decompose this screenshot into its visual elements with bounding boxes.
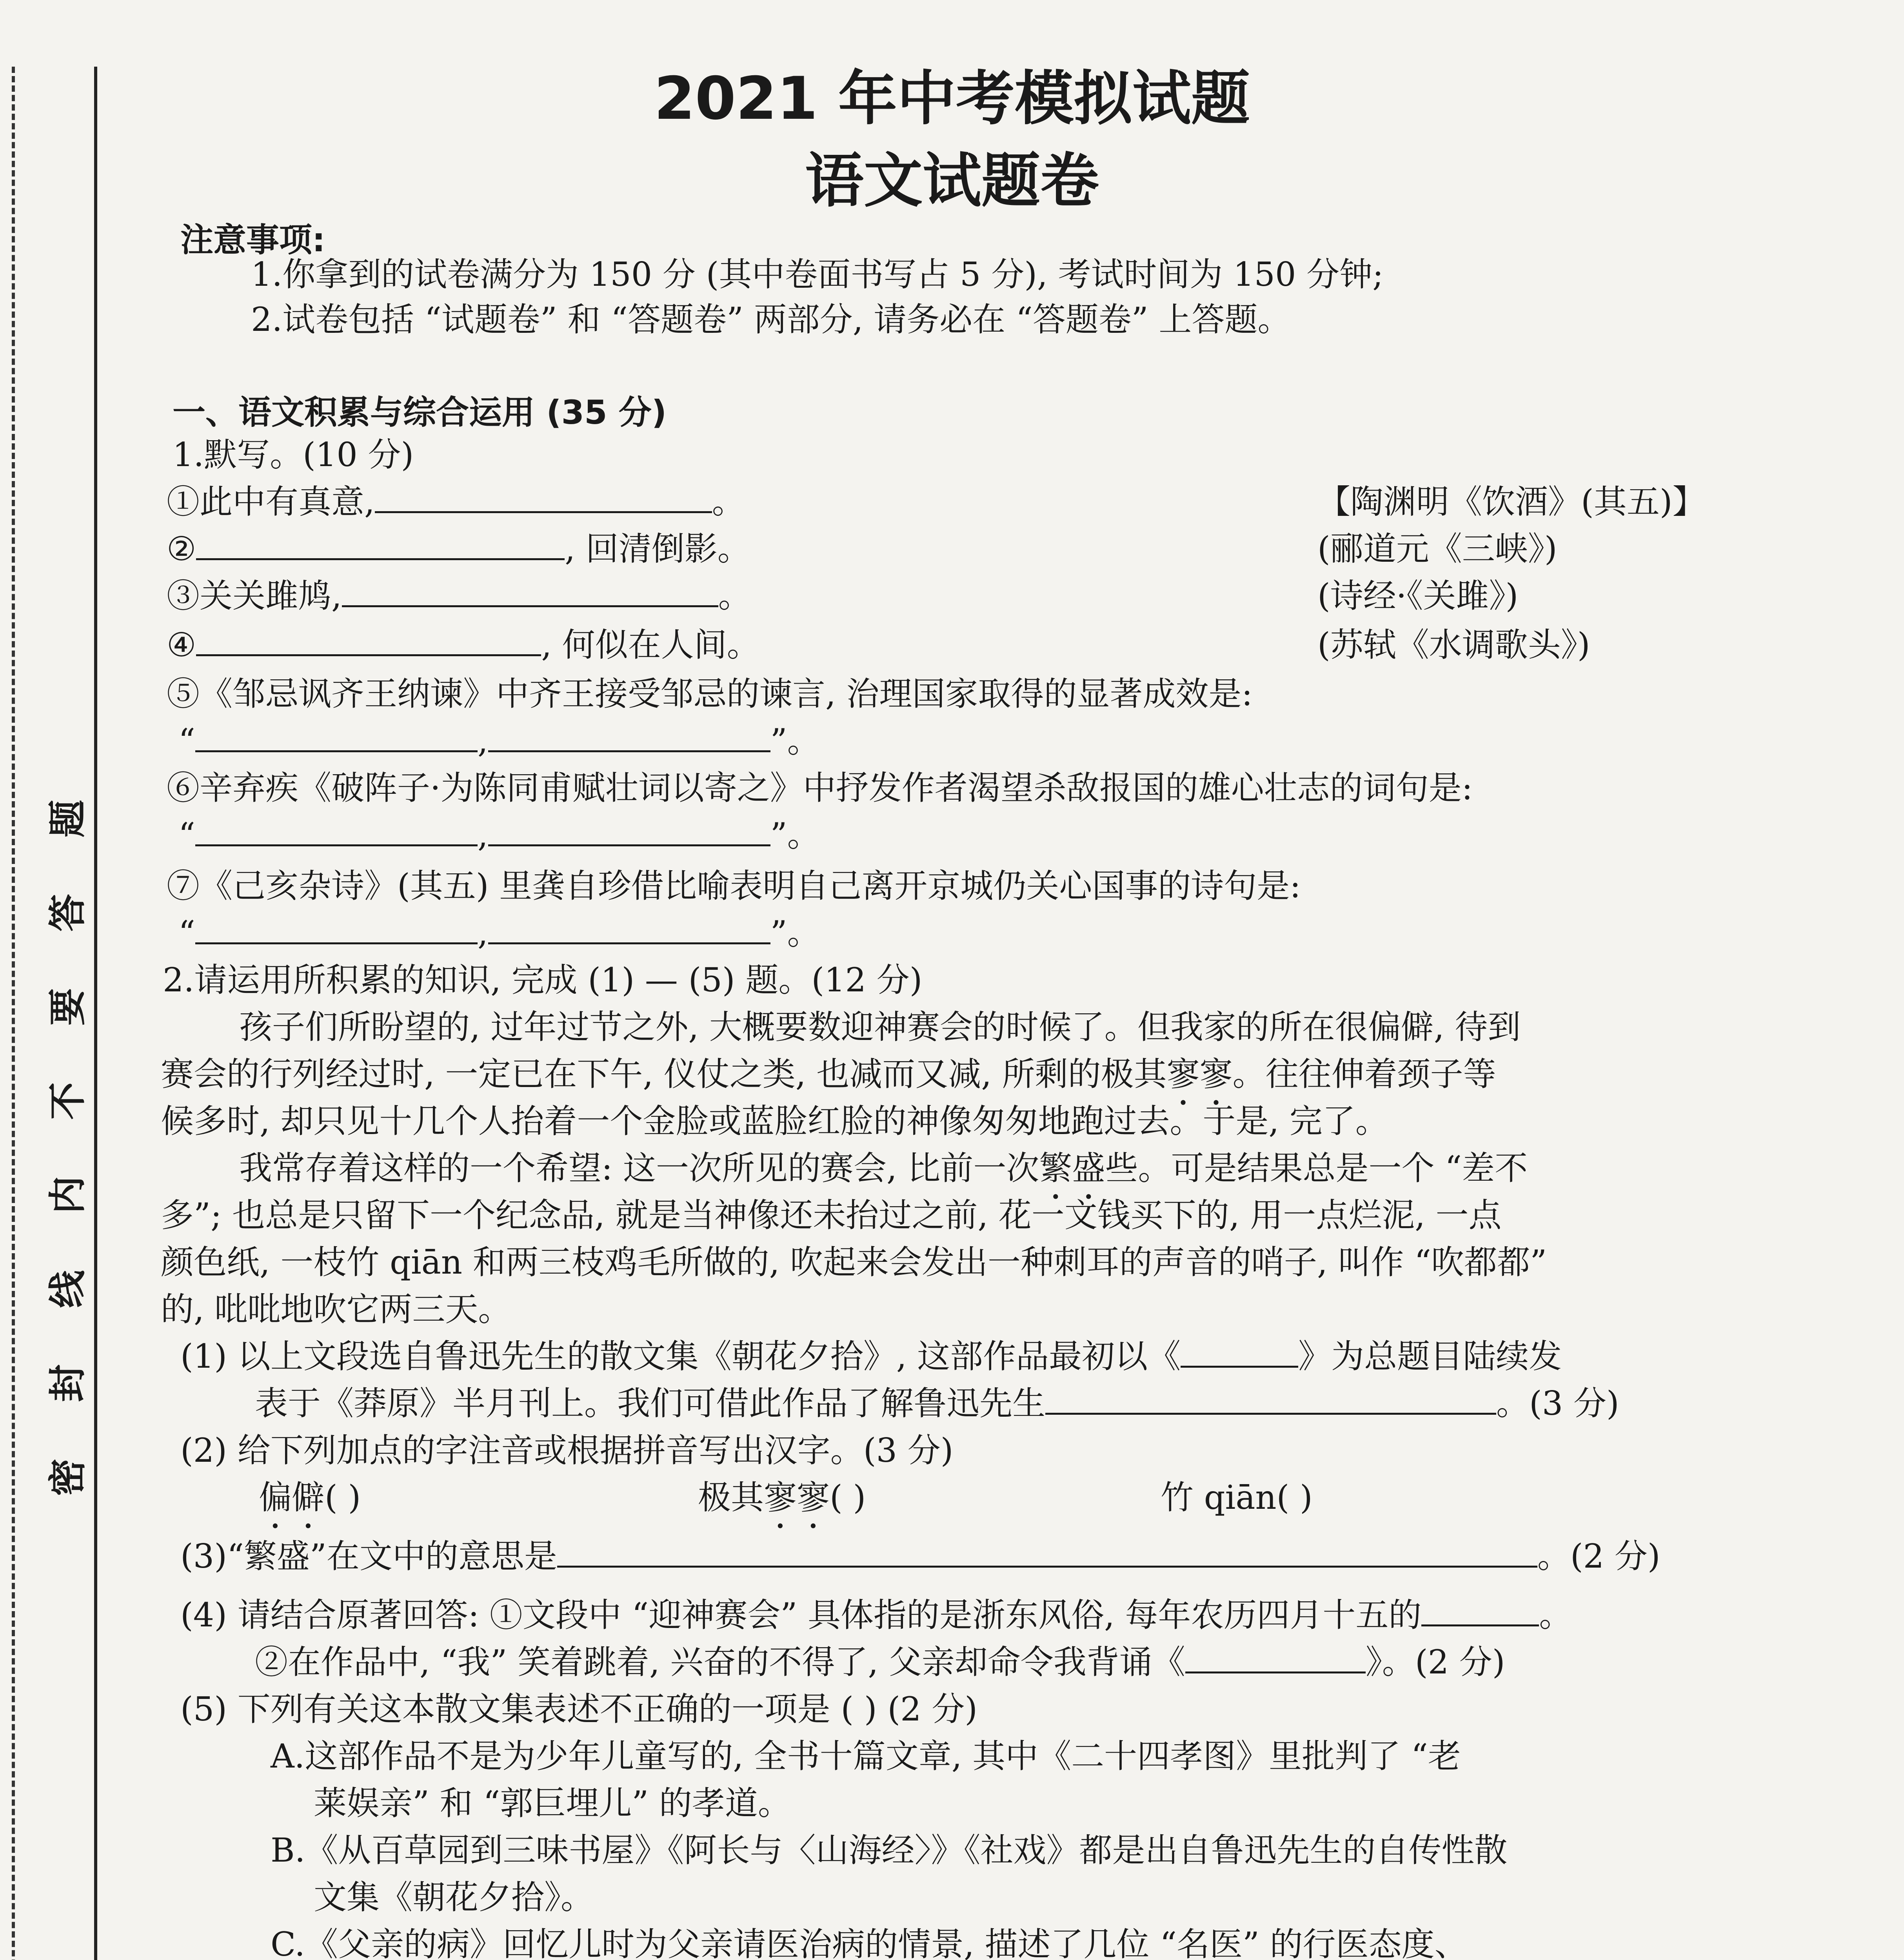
dictation-answer-line: “ , ”。: [178, 816, 820, 854]
seal-char: 封: [45, 1364, 90, 1402]
pinyin-item: 竹 qiān( ): [1161, 1478, 1313, 1517]
seal-char: 内: [45, 1176, 90, 1214]
source-citation: (郦道元《三峡》): [1317, 530, 1557, 568]
passage-line: 多”; 也总是只留下一个纪念品, 就是当神像还未抬过之前, 花一文钱买下的, 用一点烂泥, 一点: [161, 1196, 1502, 1234]
option-line: B.《从百草园到三味书屋》《阿长与〈山海经〉》《社戏》都是出自鲁迅先生的自传性散: [271, 1831, 1508, 1869]
notice-heading: 注意事项:: [180, 221, 325, 259]
answer-blank[interactable]: [1181, 1338, 1298, 1368]
passage-line: 我常存着这样的一个希望: 这一次所见的赛会, 比前一次繁盛些。可是结果总是一个 “差不: [239, 1149, 1528, 1187]
dictation-line: ③关关雎鸠, 。: [167, 577, 751, 615]
source-citation: 【陶渊明《饮酒》(其五)】: [1317, 483, 1706, 521]
pinyin-item: 偏僻( ): [259, 1478, 361, 1517]
seal-char: 答: [45, 894, 90, 932]
section-heading: 一、语文积累与综合运用 (35 分): [173, 393, 667, 432]
sub-question: (4) 请结合原著回答: ①文段中 “迎神赛会” 具体指的是浙东风俗, 每年农历四月十五的 。: [180, 1596, 1572, 1634]
notice-item: 1.你拿到的试卷满分为 150 分 (其中卷面书写占 5 分), 考试时间为 150 分钟;: [251, 255, 1384, 294]
sub-question: (2) 给下列加点的字注音或根据拼音写出汉字。(3 分): [180, 1431, 954, 1470]
sub-question: 表于《莽原》半月刊上。我们可借此作品了解鲁迅先生 。(3 分): [255, 1384, 1619, 1423]
option-line: 莱娱亲” 和 “郭巨埋儿” 的孝道。: [314, 1784, 791, 1822]
answer-blank[interactable]: [195, 723, 478, 752]
option-line: A.这部作品不是为少年儿童写的, 全书十篇文章, 其中《二十四孝图》里批判了 “老: [271, 1737, 1461, 1775]
answer-blank[interactable]: [1421, 1597, 1539, 1626]
answer-blank[interactable]: [342, 578, 718, 607]
passage-line: 候多时, 却只见十几个人抬着一个金脸或蓝脸红脸的神像匆匆地跑过去。于是, 完了。: [161, 1102, 1388, 1140]
answer-blank[interactable]: [196, 531, 565, 560]
dictation-line: ④ , 何似在人间。: [167, 626, 760, 664]
dictation-line: ①此中有真意, 。: [167, 483, 745, 521]
source-citation: (苏轼《水调歌头》): [1317, 626, 1590, 664]
question-title: 1.默写。(10 分): [173, 436, 414, 474]
emphasized-word: 寥寥: [1166, 1055, 1233, 1093]
passage-line: 颜色纸, 一枝竹 qiān 和两三枝鸡毛所做的, 吹起来会发出一种刺耳的声音的哨子, 叫作 “吹都都”: [161, 1243, 1547, 1281]
cut-dashed-line: [12, 67, 15, 1960]
pinyin-item: 极其寥寥( ): [698, 1478, 866, 1517]
dictation-prompt: ⑦《己亥杂诗》(其五) 里龚自珍借比喻表明自己离开京城仍关心国事的诗句是:: [167, 867, 1301, 905]
answer-blank[interactable]: [375, 484, 712, 513]
page-subtitle: 语文试题卷: [805, 147, 1099, 215]
dictation-prompt: ⑤《邹忌讽齐王纳谏》中齐王接受邹忌的谏言, 治理国家取得的显著成效是:: [167, 675, 1253, 713]
seal-char: 密: [45, 1458, 90, 1496]
seal-char: 线: [45, 1270, 90, 1308]
option-line: C.《父亲的病》回忆儿时为父亲请医治病的情景, 描述了几位 “名医” 的行医态度、: [271, 1925, 1468, 1960]
sub-question: (5) 下列有关这本散文集表述不正确的一项是 ( ) (2 分): [180, 1690, 978, 1728]
seal-char: 要: [45, 988, 90, 1026]
dictation-line: ② , 回清倒影。: [167, 530, 750, 568]
page-title: 2021 年中考模拟试题: [654, 65, 1250, 133]
sub-question: (1) 以上文段选自鲁迅先生的散文集《朝花夕拾》, 这部作品最初以《 》为总题目陆续发: [180, 1337, 1562, 1376]
seal-char: 题: [45, 800, 90, 838]
question-title: 2.请运用所积累的知识, 完成 (1) — (5) 题。(12 分): [163, 961, 923, 999]
option-line: 文集《朝花夕拾》。: [314, 1878, 594, 1916]
notice-item: 2.试卷包括 “试题卷” 和 “答题卷” 两部分, 请务必在 “答题卷” 上答题。: [251, 300, 1291, 339]
dictation-answer-line: “ , ”。: [178, 914, 820, 952]
passage-line: 孩子们所盼望的, 过年过节之外, 大概要数迎神赛会的时候了。但我家的所在很偏僻, 待到: [239, 1008, 1521, 1046]
answer-blank[interactable]: [557, 1538, 1537, 1568]
sub-question: ②在作品中, “我” 笑着跳着, 兴奋的不得了, 父亲却命令我背诵《 》。(2 分): [255, 1643, 1505, 1681]
answer-blank[interactable]: [1185, 1644, 1366, 1673]
answer-blank[interactable]: [488, 915, 770, 944]
answer-blank[interactable]: [195, 915, 478, 944]
passage-line: 赛会的行列经过时, 一定已在下午, 仪仗之类, 也减而又减, 所剩的极其寥寥。往往伸着颈子等: [161, 1055, 1496, 1093]
sub-question: (3)“繁盛”在文中的意思是 。(2 分): [180, 1537, 1661, 1575]
answer-blank[interactable]: [488, 817, 770, 846]
source-citation: (诗经·《关雎》): [1317, 577, 1519, 615]
dictation-prompt: ⑥辛弃疾《破阵子·为陈同甫赋壮词以寄之》中抒发作者渴望杀敌报国的雄心壮志的词句是:: [167, 769, 1473, 807]
answer-blank[interactable]: [196, 627, 541, 656]
emphasized-word: 繁盛: [1039, 1149, 1105, 1187]
answer-blank[interactable]: [1045, 1385, 1496, 1415]
passage-line: 的, 吡吡地吹它两三天。: [161, 1290, 511, 1328]
answer-blank[interactable]: [195, 817, 478, 846]
seal-char: 不: [45, 1082, 90, 1120]
answer-blank[interactable]: [488, 723, 770, 752]
dictation-answer-line: “ , ”。: [178, 722, 820, 760]
binding-solid-line: [94, 67, 97, 1960]
